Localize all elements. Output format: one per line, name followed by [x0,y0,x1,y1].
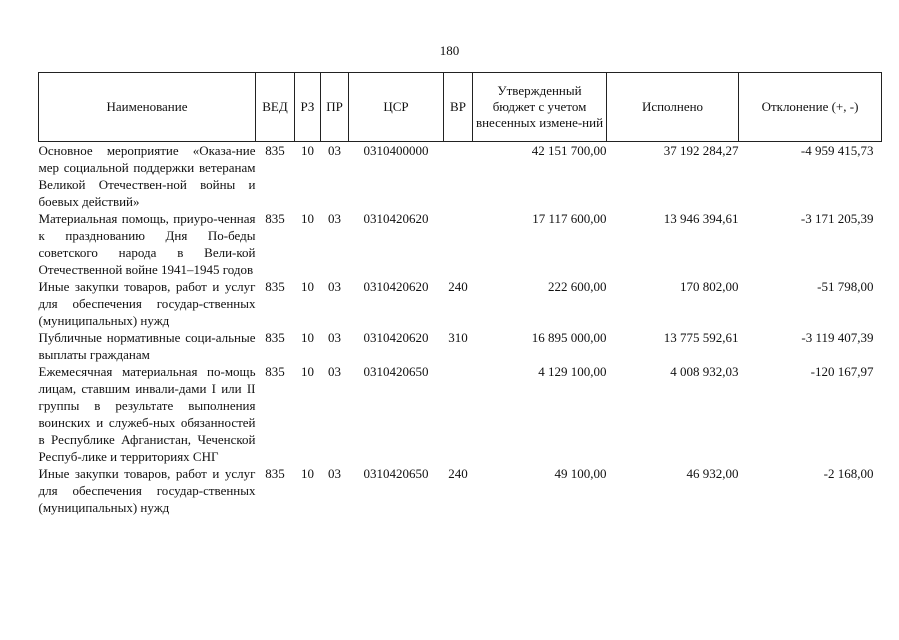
row-vr: 240 [448,279,468,294]
header-csr: ЦСР [349,73,444,142]
row-rz: 10 [301,364,314,379]
row-ved: 835 [265,211,285,226]
row-vr: 310 [448,330,468,345]
row-deviation: -3 171 205,39 [800,211,874,226]
row-executed: 170 802,00 [680,279,739,294]
table-row [39,142,882,211]
row-name: Материальная помощь, приуро-ченная к празднованию Дня По-беды советского народа в Вели-кой Отечественной войне 1941–1945 годов [38,211,256,277]
row-vr [444,363,473,465]
row-ved: 835 [265,279,285,294]
row-name: Публичные нормативные соци-альные выплаты гражданам [38,330,256,362]
row-vr: 240 [448,466,468,481]
row-pr: 03 [328,143,341,158]
table-row [39,278,882,329]
row-ved: 835 [265,143,285,158]
row-csr: 0310420650 [363,364,429,379]
row-approved: 4 129 100,00 [538,364,607,379]
row-name: Ежемесячная материальная по-мощь лицам, ставшим инвали-дами I или II группы в результате выполнения воинских и служеб-ных обязанностей в Республике Афганистан, Чеченской Респуб-лике и территориях СНГ [38,364,256,464]
row-deviation: -120 167,97 [810,364,874,379]
row-deviation: -3 119 407,39 [801,330,874,345]
row-csr: 0310420620 [363,211,429,226]
row-deviation: -51 798,00 [817,279,874,294]
row-approved: 17 117 600,00 [532,211,607,226]
row-executed: 46 932,00 [686,466,739,481]
row-executed: 37 192 284,27 [663,143,739,158]
row-rz: 10 [301,466,314,481]
header-deviation: Отклонение (+, -) [739,73,882,142]
row-approved: 16 895 000,00 [531,330,607,345]
row-pr: 03 [328,364,341,379]
row-name: Иные закупки товаров, работ и услуг для обеспечения государ-ственных (муниципальных) нужд [38,466,256,515]
row-vr [444,142,473,211]
row-name: Основное мероприятие «Оказа-ние мер социальной поддержки ветеранам Великой Отечествен-ной войны и боевых действий» [38,143,256,209]
row-pr: 03 [328,211,341,226]
page-number: 180 [439,43,460,58]
header-pr: ПР [321,73,349,142]
row-rz: 10 [301,279,314,294]
row-deviation: -4 959 415,73 [800,143,874,158]
row-rz: 10 [301,211,314,226]
budget-table [38,72,882,516]
header-vr: ВР [444,73,473,142]
table-header-row [39,73,882,142]
row-rz: 10 [301,330,314,345]
row-csr: 0310420620 [363,279,429,294]
row-csr: 0310400000 [363,143,429,158]
row-pr: 03 [328,466,341,481]
row-pr: 03 [328,279,341,294]
header-executed: Исполнено [607,73,739,142]
row-deviation: -2 168,00 [823,466,874,481]
row-ved: 835 [265,364,285,379]
row-name: Иные закупки товаров, работ и услуг для обеспечения государ-ственных (муниципальных) нужд [38,279,256,328]
row-rz: 10 [301,143,314,158]
row-approved: 222 600,00 [548,279,607,294]
row-approved: 49 100,00 [554,466,607,481]
table-row [39,329,882,363]
row-executed: 13 946 394,61 [663,211,739,226]
header-rz: РЗ [295,73,321,142]
table-row [39,363,882,465]
row-executed: 13 775 592,61 [663,330,739,345]
row-executed: 4 008 932,03 [670,364,739,379]
table-row [39,465,882,516]
row-approved: 42 151 700,00 [531,143,607,158]
row-vr [444,210,473,278]
row-csr: 0310420650 [363,466,429,481]
header-name: Наименование [39,73,256,142]
table-row [39,210,882,278]
header-approved: Утвержденный бюджет с учетом внесенных измене-ний [473,73,607,142]
row-csr: 0310420620 [363,330,429,345]
row-ved: 835 [265,466,285,481]
header-ved: ВЕД [256,73,295,142]
row-pr: 03 [328,330,341,345]
row-ved: 835 [265,330,285,345]
